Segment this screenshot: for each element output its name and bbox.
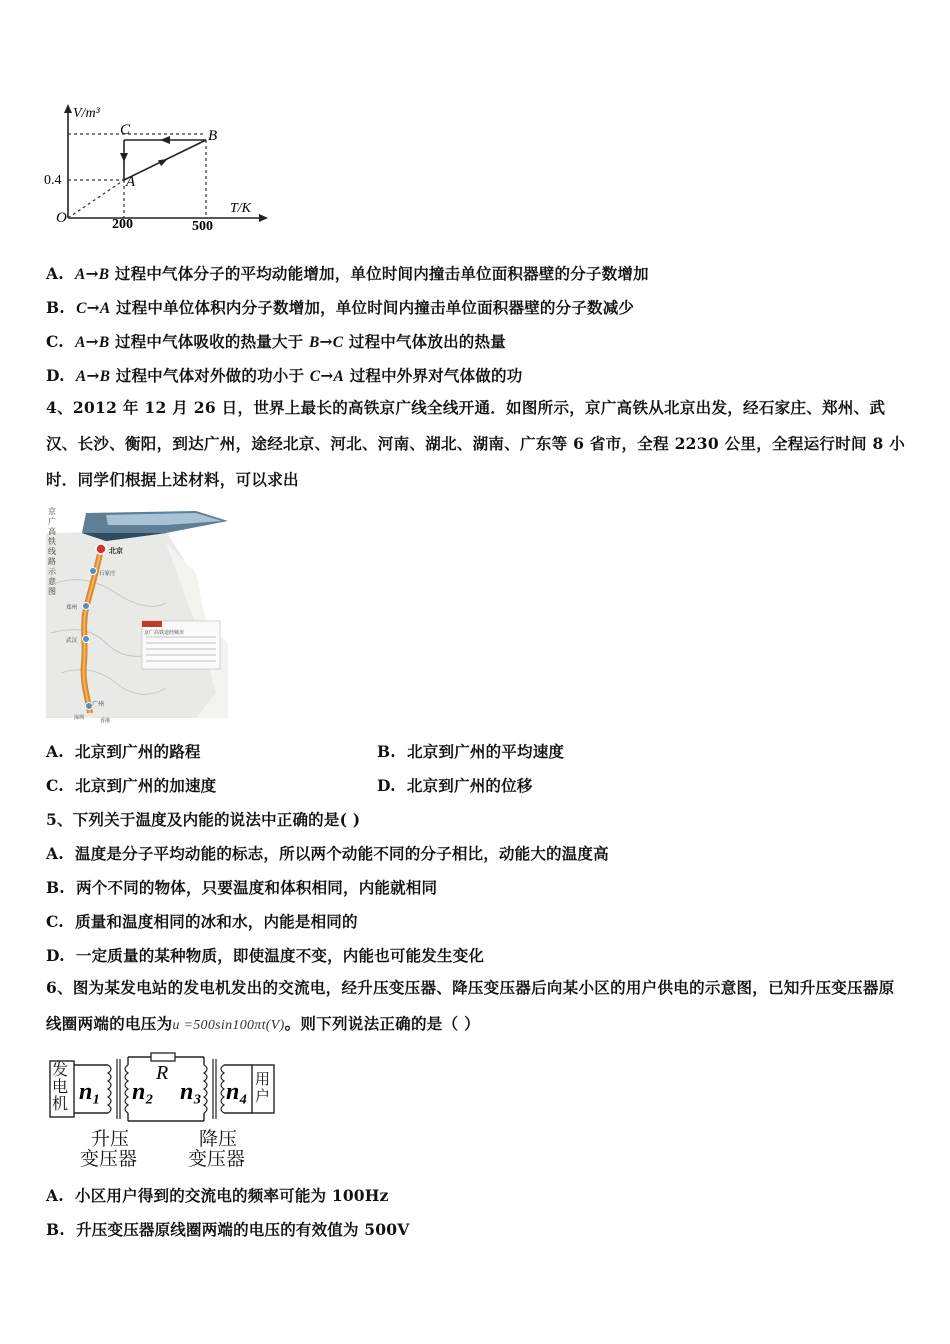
- q3-option-c: C. A→B 过程中气体吸收的热量大于 B→C 过程中气体放出的热量: [46, 332, 506, 351]
- process2-from: C: [309, 368, 321, 385]
- point-a-label: A: [126, 174, 136, 190]
- station-shijiazhuang: [90, 568, 97, 575]
- step-up-label-1: 升压: [91, 1128, 130, 1150]
- point-c-label: C: [120, 122, 131, 138]
- option-letter: C.: [46, 332, 64, 351]
- q6-stem: [46, 970, 908, 1044]
- guide-origin-line: [68, 180, 124, 218]
- option-letter: A.: [46, 264, 64, 283]
- option-letter: C.: [46, 912, 64, 931]
- process2-to: C: [332, 334, 344, 351]
- user-label: 用户: [255, 1070, 271, 1105]
- option-text: 质量和温度相同的冰和水，内能是相同的: [75, 912, 358, 931]
- label-wuhan: 武汉: [66, 638, 78, 644]
- label-zhengzhou: 郑州: [66, 605, 78, 611]
- step-down-label-1: 降压: [199, 1128, 238, 1150]
- option-text: 小区用户得到的交流电的频率可能为 100Hz: [75, 1186, 389, 1205]
- label-n2: n₂: [132, 1079, 154, 1105]
- option-text: 两个不同的物体，只要温度和体积相同，内能就相同: [76, 878, 438, 897]
- process-from: A: [75, 334, 86, 351]
- coil-n1: [108, 1065, 111, 1113]
- q4-option-c: [46, 774, 216, 796]
- label-beijing: 北京: [109, 547, 123, 555]
- label-shijiazhuang: 石家庄: [99, 571, 116, 577]
- q4-option-a: [46, 740, 201, 762]
- option-letter: B.: [46, 878, 65, 897]
- option-text-2: 过程中气体放出的热量: [348, 332, 506, 351]
- option-letter: B.: [377, 742, 396, 761]
- arrow-ca: [120, 153, 128, 162]
- generator-label: 发电机: [52, 1060, 69, 1113]
- step-down-label-2: 变压器: [188, 1148, 246, 1170]
- q3-option-b: B. C→A 过程中单位体积内分子数增加，单位时间内撞击单位面积器壁的分子数减少: [46, 298, 635, 317]
- vt-graph: [40, 100, 280, 235]
- q6-stem-text: 6、图为某发电站的发电机发出的交流电，经升压变压器、降压变压器后向某小区的用户供电的示意图，已知升压变压器原线圈两端的电压为: [46, 978, 895, 1033]
- q3-option-d: D. A→B 过程中气体对外做的功小于 C→A 过程中外界对气体做的功: [46, 366, 523, 385]
- coil-n2: [125, 1065, 128, 1113]
- option-text: 过程中气体分子的平均动能增加，单位时间内撞击单位面积器壁的分子数增加: [114, 264, 649, 283]
- option-text: 过程中单位体积内分子数增加，单位时间内撞击单位面积器壁的分子数减少: [116, 298, 635, 317]
- station-beijing: [96, 544, 106, 554]
- option-text: 北京到广州的平均速度: [407, 742, 565, 761]
- q5-option-b: [46, 876, 437, 898]
- q4-option-b: [377, 740, 564, 762]
- option-text: 过程中气体吸收的热量大于: [114, 332, 304, 351]
- option-letter: A.: [46, 742, 64, 761]
- option-text: 北京到广州的加速度: [75, 776, 217, 795]
- option-text: 一定质量的某种物质，即使温度不变，内能也可能发生变化: [75, 946, 485, 965]
- option-text-2: 过程中外界对气体做的功: [349, 366, 523, 385]
- q6-option-b: [46, 1218, 410, 1240]
- station-wuhan: [83, 636, 90, 643]
- process2-to: A: [333, 368, 345, 385]
- inset-title: 京广高铁途经城市: [144, 631, 185, 636]
- q6-stem-text-2: 。则下列说法正确的是（ ）: [284, 1014, 480, 1033]
- option-text: 温度是分子平均动能的标志，所以两个动能不同的分子相比，动能大的温度高: [75, 844, 609, 863]
- q5-option-c: [46, 910, 358, 932]
- label-hongkong: 香港: [100, 719, 111, 723]
- q3-option-a: A. A→B 过程中气体分子的平均动能增加，单位时间内撞击单位面积器壁的分子数增加: [46, 264, 649, 283]
- q5-option-a: [46, 842, 609, 864]
- railway-map: [46, 503, 230, 723]
- label-shenzhen: 深圳: [74, 716, 85, 721]
- option-text: 过程中气体对外做的功小于: [115, 366, 305, 385]
- label-n4: n₄: [226, 1079, 248, 1105]
- option-letter: A.: [46, 844, 64, 863]
- option-letter: D.: [46, 366, 65, 385]
- process-to: B: [98, 266, 110, 283]
- q5-option-d: [46, 944, 484, 966]
- process-to: A: [99, 300, 111, 317]
- label-r: R: [156, 1062, 169, 1084]
- process-from: A: [75, 266, 86, 283]
- arrow-ab: [158, 159, 168, 167]
- arrow-bc: [160, 136, 170, 144]
- process-from: C: [76, 300, 87, 317]
- process-to: B: [98, 334, 110, 351]
- process-from: A: [75, 368, 87, 385]
- x-tick-200: 200: [112, 217, 133, 232]
- option-text: 北京到广州的位移: [406, 776, 533, 795]
- process-to: B: [99, 368, 111, 385]
- origin-label: O: [56, 210, 67, 226]
- option-letter: B.: [46, 1220, 65, 1239]
- resistor-r: [151, 1053, 175, 1061]
- step-up-label-2: 变压器: [80, 1148, 138, 1170]
- label-n3: n₃: [180, 1079, 202, 1105]
- option-text: 升压变压器原线圈两端的电压的有效值为 500V: [76, 1220, 410, 1239]
- option-text: 北京到广州的路程: [75, 742, 201, 761]
- x-tick-500: 500: [192, 219, 213, 234]
- label-n1: n₁: [79, 1079, 101, 1105]
- option-letter: C.: [46, 776, 64, 795]
- v-axis-label: V/m³: [73, 106, 100, 121]
- station-zhengzhou: [83, 603, 90, 610]
- voltage-formula: u =500sin100πt(V): [172, 1018, 285, 1033]
- option-letter: D.: [46, 946, 65, 965]
- v-axis-arrow: [64, 104, 72, 113]
- q5-stem: 5、下列关于温度及内能的说法中正确的是( ): [46, 810, 361, 829]
- option-letter: D.: [377, 776, 396, 795]
- y-tick-label: 0.4: [44, 173, 62, 188]
- option-letter: B.: [46, 298, 65, 317]
- t-axis-arrow: [259, 214, 268, 222]
- inset-table: [142, 621, 220, 669]
- point-b-label: B: [208, 128, 218, 144]
- process2-from: B: [308, 334, 320, 351]
- map-side-title: 京广高铁线路示意图: [48, 507, 56, 596]
- q4-option-d: [377, 774, 533, 796]
- coil-n3: [204, 1065, 207, 1113]
- coil-n4: [221, 1065, 224, 1113]
- t-axis-label: T/K: [230, 201, 252, 216]
- q6-option-a: [46, 1184, 389, 1206]
- label-guangzhou: 广州: [92, 702, 105, 708]
- q4-stem: 4、2012 年 12 月 26 日，世界上最长的高铁京广线全线开通．如图所示，京广高铁从北京出发，经石家庄、郑州、武汉、长沙、衡阳，到达广州，途经北京、河北、河南、湖北、湖南、广东等 6 省市，全程 2230 公里，全程运行时间 8 小时．同学们根据上述材料，可以求出: [46, 398, 906, 489]
- option-letter: A.: [46, 1186, 64, 1205]
